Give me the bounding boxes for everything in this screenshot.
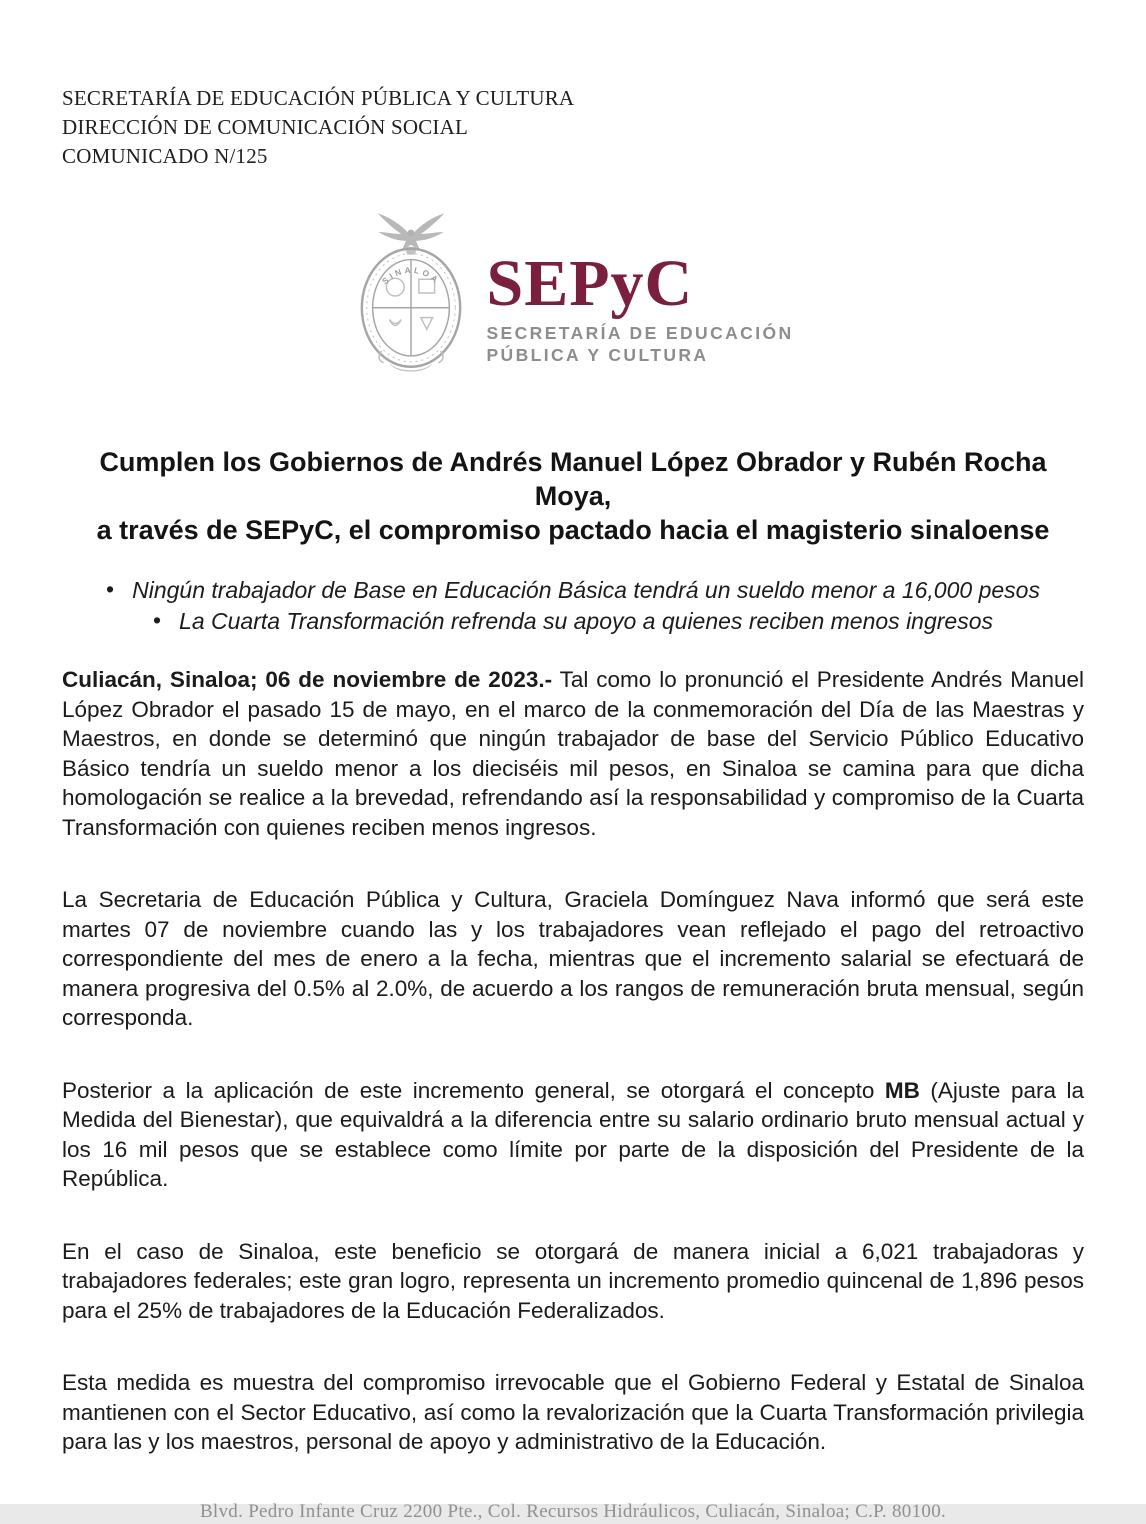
bullet-text-1: Ningún trabajador de Base en Educación Básica tendrá un sueldo menor a 16,000 pesos	[132, 577, 1040, 603]
paragraph-text: Tal como lo pronunció el Presidente Andrés Manuel López Obrador el pasado 15 de mayo, en el marco de la conmemoración del Día de las Maestras y Maestros, en donde se determinó que ningún trabajador de base del Servicio Público Educativo Básico tendría un sueldo menor a los dieciséis mil pesos, en Sinaloa se camina para que dicha homologación se realice a la brevedad, refrendando así la responsabilidad y compromiso de la Cuarta Transformación con quienes reciben menos ingresos.	[62, 667, 1084, 840]
header-secretaria-line: SECRETARÍA DE EDUCACIÓN PÚBLICA Y CULTURA	[62, 86, 575, 110]
bullet-text-2: La Cuarta Transformación refrenda su apoyo a quienes reciben menos ingresos	[179, 608, 994, 634]
dateline: Culiacán, Sinaloa; 06 de noviembre de 2023.-	[62, 667, 553, 692]
footer-address: Blvd. Pedro Infante Cruz 2200 Pte., Col. Recursos Hidráulicos, Culiacán, Sinaloa; C.P. 80100.	[199, 1500, 947, 1522]
highlights-list	[62, 575, 1084, 637]
paragraph-retroactivo	[62, 885, 1084, 1033]
sepyc-logo	[62, 203, 1084, 383]
paragraph-text: La Secretaria de Educación Pública y Cultura, Graciela Domínguez Nava informó que será este martes 07 de noviembre cuando las y los trabajadores vean reflejado el pago del retroactivo correspondiente del mes de enero a la fecha, mientras que el incremento salarial se efectuará de manera progresiva del 0.5% al 2.0%, de acuerdo a los rangos de remuneración bruta mensual, según corresponda.	[62, 887, 1084, 1030]
logo-text-block	[486, 203, 793, 366]
title-line-2: a través de SEPyC, el compromiso pactado hacia el magisterio sinaloense	[96, 515, 1050, 545]
paragraph-text: (Ajuste para la Medida del Bienestar), que equivaldrá a la diferencia entre su salario ordinario bruto mensual actual y los 16 mil pesos que se establece como límite por parte de la disposición del Presidente de la República.	[62, 1077, 1085, 1191]
paragraph-text: Posterior a la aplicación de este incremento general, se otorgará el concepto	[62, 1077, 885, 1103]
paragraph-compromiso	[62, 1368, 1084, 1457]
paragraph-concepto-mb	[62, 1076, 1084, 1194]
document-header	[62, 84, 1084, 171]
seal-caption: SINALOA	[380, 264, 443, 287]
paragraph-text: En el caso de Sinaloa, este beneficio se otorgará de manera inicial a 6,021 trabajadoras y trabajadores federales; este gran logro, representa un incremento promedio quincenal de 1,896 pesos para el 25% de trabajadores de la Educación Federalizados.	[62, 1238, 1084, 1323]
paragraph-beneficio	[62, 1237, 1084, 1326]
bullet-icon: •	[106, 576, 115, 602]
sepyc-wordmark: SEPyC	[486, 247, 694, 320]
page-title	[62, 445, 1084, 547]
header-comunicado-number: COMUNICADO N/125	[62, 144, 268, 168]
paragraph-dateline	[62, 665, 1084, 842]
sinaloa-coat-of-arms-icon	[352, 203, 470, 383]
list-item	[62, 606, 1084, 637]
title-line-1: Cumplen los Gobiernos de Andrés Manuel López Obrador y Rubén Rocha Moya,	[99, 447, 1047, 511]
paragraph-text: Esta medida es muestra del compromiso irrevocable que el Gobierno Federal y Estatal de Sinaloa mantienen con el Sector Educativo, así como la revalorización que la Cuarta Transformación privilegia para las y los maestros, personal de apoyo y administrativo de la Educación.	[62, 1370, 1084, 1454]
mb-abbreviation: MB	[884, 1077, 920, 1103]
logo-subtitle-line2: PÚBLICA Y CULTURA	[486, 345, 709, 365]
logo-subtitle-line1: SECRETARÍA DE EDUCACIÓN	[486, 323, 794, 343]
bullet-icon: •	[152, 607, 162, 633]
header-direccion-line: DIRECCIÓN DE COMUNICACIÓN SOCIAL	[62, 115, 468, 139]
list-item	[62, 575, 1084, 606]
